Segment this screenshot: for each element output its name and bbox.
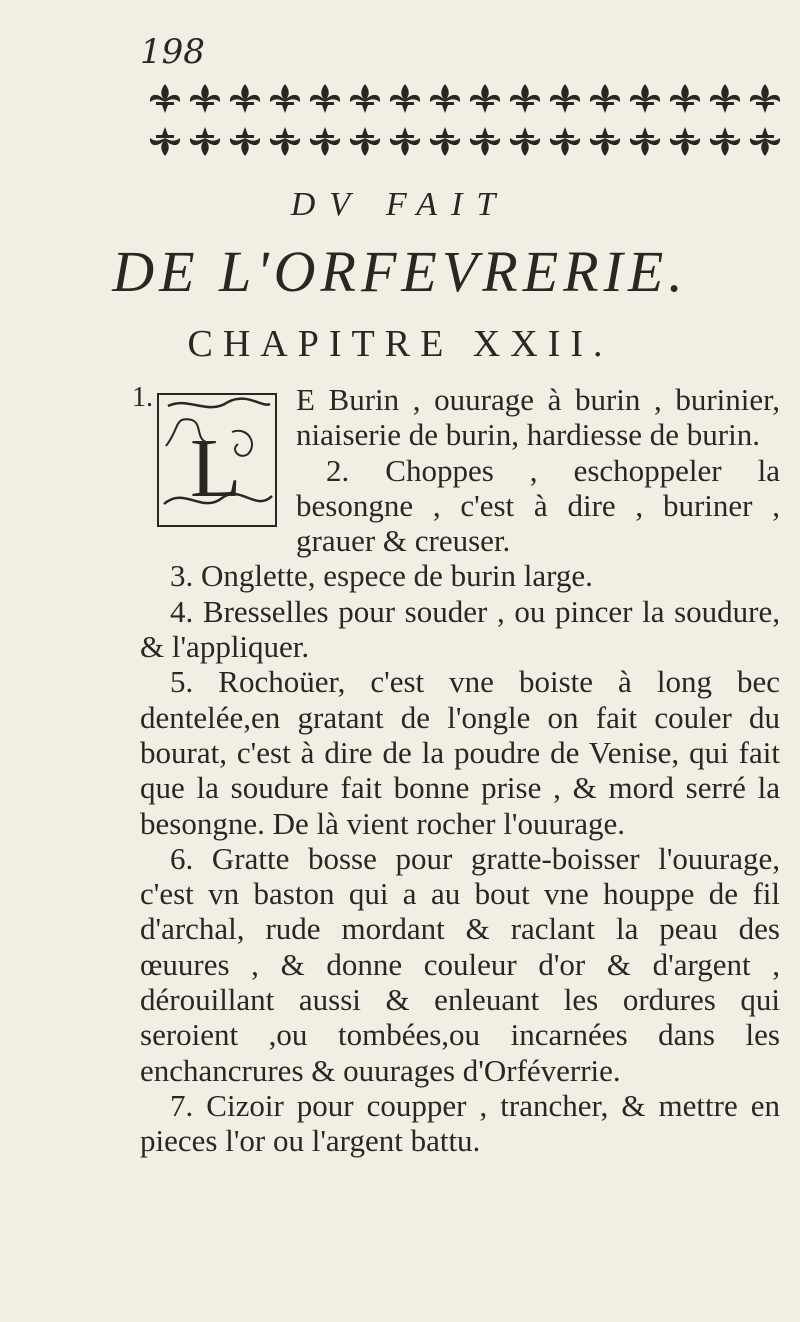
entry-number: 1. [132, 382, 153, 413]
entry-3 [140, 558, 780, 593]
entry-number: 4. [170, 593, 194, 629]
chapter-heading: CHAPITRE XXII. [187, 323, 613, 365]
entry-number: 5. [170, 664, 194, 700]
entry-text: Choppes , eschoppeler la besongne , c'est à dire , buriner , grauer & creuser. [296, 452, 780, 559]
entry-text: Rochoüer, c'est vne boiste à long bec dentelée,en gratant de l'ongle on fait couler du bourat, c'est à dire de la poudre de Venise, qui fait que la soudure fait bonne prise , & mord serré la besongne. De là vient rocher l'ouurage. [140, 664, 781, 841]
entry-text: Gratte bosse pour gratte-boisser l'ouurage, c'est vn baston qui a au bout vne houppe de fil d'archal, rude mordant & raclant la peau des œuures , & donne couleur d'or & d'argent , dérouillant aussi & enleuant les ordures qui seroient ,ou tombées,ou incarnées dans les enchancrures & ouurages d'Orféverrie. [140, 840, 781, 1088]
entry-5 [140, 664, 780, 840]
running-title: DV FAIT [290, 186, 510, 223]
main-title: DE L'ORFEVRERIE. [112, 239, 688, 304]
ornamental-initial-icon [144, 386, 284, 534]
entry-number: 7. [170, 1087, 194, 1123]
entry-text: Bresselles pour souder , ou pincer la soudure, & l'appliquer. [140, 593, 780, 665]
fleuron-ornament [143, 72, 798, 170]
entry-number: 2. [326, 452, 350, 488]
entry-text: E Burin , ouurage à burin , burinier, niaiserie de burin, hardiesse de burin. [296, 382, 780, 453]
chapter-body [132, 382, 781, 1159]
entry-number: 3. [170, 558, 194, 594]
drop-cap-initial [132, 382, 284, 534]
entry-text: Cizoir pour coupper , trancher, & mettre en pieces l'or ou l'argent battu. [140, 1087, 780, 1159]
entry-4 [140, 594, 780, 665]
page-number: 198 [140, 32, 205, 72]
entry-7 [140, 1088, 780, 1159]
entry-6 [140, 841, 780, 1088]
entry-number: 6. [170, 840, 194, 876]
entry-text: Onglette, espece de burin large. [201, 558, 593, 594]
svg-text:L: L [190, 422, 242, 515]
fleuron-ornament-band [143, 72, 798, 170]
